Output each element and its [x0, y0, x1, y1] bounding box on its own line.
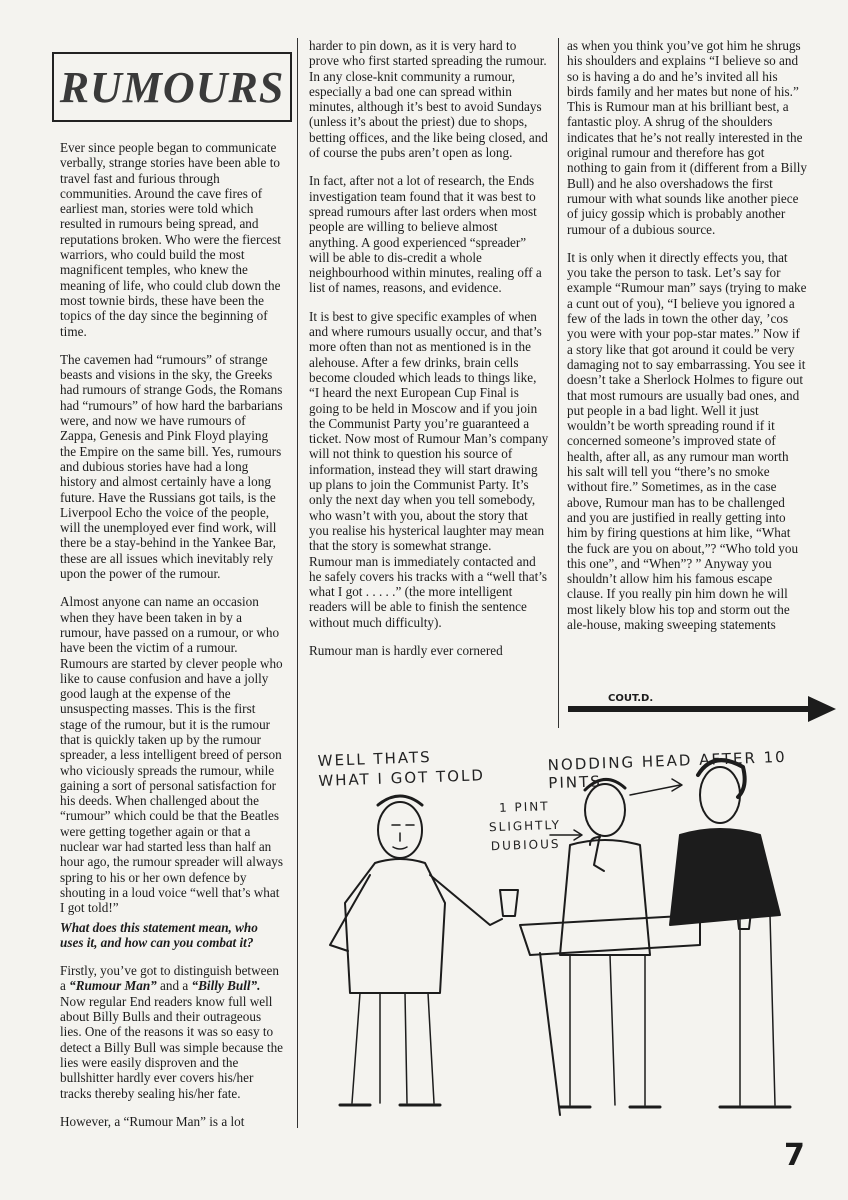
pub-cartoon-illustration — [300, 735, 840, 1135]
text-run: Now regular End readers know full well about Billy Bulls and their outrageous lies. One of the reasons it was so easy to detect a Billy Bull was simple because the lies were easily disproven and the bullshitter hardly ever covers his/her tracks thereby sealing his/her fate. — [60, 993, 284, 1101]
paragraph: harder to pin down, as it is very hard to prove who first started spreading the rumour. In any close-knit community a rumour, especially a bad one can spread within minutes, although it’s best to avoid Sundays (unless it’s about the priest) due to shops, betting offices, and the like being closed, and of course the pubs aren’t open as long. — [309, 38, 548, 161]
article-title: RUMOURS — [52, 52, 292, 122]
paragraph: as when you think you’ve got him he shrugs his shoulders and explains “I believe so and so is having a do and he’s invited all his birds family and her mates but none of his.” This is Rumour man at his brilliant best, a fantastic ploy. A shrug of the shoulders indicates that he’s not really interested in the original rumour and therefore has got nothing to gain from it (different from a Billy Bull) and he also overshadows the first rumour with what sounds like another piece of juicy gossip which is probably another rumour of a dubious source. — [567, 38, 808, 237]
text-run: Firstly, you’ve got to distinguish between a — [60, 963, 279, 994]
paragraph: It is only when it directly effects you, that you take the person to task. Let’s say for example “Rumour man” says (trying to make a cunt out of you), “I believe you ignored a few of the lads in town the other day, ’cos you were with your pop-star mates.” Now if a story like that got around it could be very damaging not to say embarrassing. You see it doesn’t take a Sherlock Holmes to figure out that most rumours are usually bad ones, and put people in a bad light. Well it just wouldn’t be worth spreading round if it concerned someone’s improved state of health, after all, as any rumour man worth his salt will tell you “there’s no smoke without fire.” Sometimes, as in the case above, Rumour man has to be challenged and you are justified in really getting into him by firing questions at him like, “What the fuck are you on about,”? “Who told you this one”, and “When”? ” Anyway you shouldn’t allow him his famous escape clause. If you really pin him down he will most likely blow his top and storm out the ale-house, making sweeping statements — [567, 249, 807, 632]
article-column-3 — [567, 38, 807, 632]
paragraph: Almost anyone can name an occasion when they have been taken in by a rumour, have passed on a rumour, or who have been the victim of a rumour. Rumours are started by clever people who like to cause confusion and have a jolly good laugh at the expense of the unsuspecting masses. This is the first stage of the rumour, but it is the rumour that is quickly taken up by the rumour spreader, a less intelligent breed of person who viciously spreads the rumour, while gaining a sort of personal satisfaction for his deeds. When challenged about the “rumour” which could be that the Beatles were getting together again or that a nuclear war had started less than half an hour ago, the rumour spreader will always spring to his or her own defence by shouting in a loud voice “well that’s what I got told!” — [60, 594, 284, 916]
paragraph: It is best to give specific examples of when and where rumours usually occur, and that’s more often than not as mentioned is in the alehouse. After a few drinks, brain cells become clouded which leads to things like, “I heard the next European Cup Final is going to be held in Moscow and if you join the Communist Party you’re guaranteed a ticket. Now most of Rumour Man’s company will not think to question his source of information, instead they will start drawing up plans to join the Communist Party. It’s only the next day when you tell somebody, who wasn’t with you, about the story that you realise his hysterical laughter may mean that the story is somewhat strange. — [309, 308, 549, 554]
page-number: 7 — [784, 1138, 805, 1173]
cartoon-caption-middle: 1 PINT SLIGHTLY DUBIOUS — [488, 799, 562, 854]
continued-arrow — [568, 688, 838, 734]
cartoon-caption-right: NODDING HEAD AFTER 10 PINTS — [547, 747, 787, 793]
paragraph: Rumour man is hardly ever cornered — [309, 642, 503, 658]
paragraph: In fact, after not a lot of research, the Ends investigation team found that it was best to spread rumours after last orders when most people are willing to believe almost anything. A good experienced “spreader” will be able to dis-credit a whole neighbourhood within minutes, realing off a list of names, reasons, and evidence. — [309, 173, 542, 296]
paragraph: However, a “Rumour Man” is a lot — [60, 1113, 245, 1129]
text-run: and a — [156, 978, 192, 994]
article-column-1 — [60, 140, 284, 1129]
continued-label: COUT.D. — [608, 693, 654, 704]
column-divider — [558, 38, 559, 728]
paragraph — [60, 963, 284, 1101]
column-divider — [297, 38, 298, 1128]
cartoon-caption-left: WELL THATS WHAT I GOT TOLD — [317, 747, 486, 790]
paragraph: Ever since people began to communicate verbally, strange stories have been able to travel fast and furious through communities. Around the cave fires of earliest man, stories were told which resulted in rumours being spread, and reputations broken. Who were the fiercest warriors, who could build the most magnificent temples, who knew the meaning of life, who could club down the most townie birds, these have been the topics of the day since the beginning of time. — [60, 140, 281, 339]
term-billy-bull: “Billy Bull”. — [191, 978, 261, 994]
article-column-2 — [309, 38, 549, 658]
question-subheading: What does this statement mean, who uses it, and how can you combat it? — [60, 919, 258, 950]
paragraph: Rumour man is immediately contacted and he safely covers his tracks with a “well that’s what I got . . . . .” (the more intelligent readers will be able to finish the sentence without much difficulty). — [309, 553, 548, 630]
term-rumour-man: “Rumour Man” — [69, 978, 157, 994]
paragraph: The cavemen had “rumours” of strange beasts and visions in the sky, the Greeks had rumours of strange Gods, the Romans had “rumours” of how hard the barbarians were, and now we have rumours of Zappa, Genesis and Pink Floyd playing the Empire on the same bill. Yes, rumours and dubious stories have had a long history and almost certainly have a long future. Have the Russians got tails, is the Liverpool Echo the voice of the people, will the unemployed ever find work, will there be a stay-behind in the Yankee Bar, these are all issues which inevitably rely upon the power of the rumour. — [60, 351, 283, 582]
